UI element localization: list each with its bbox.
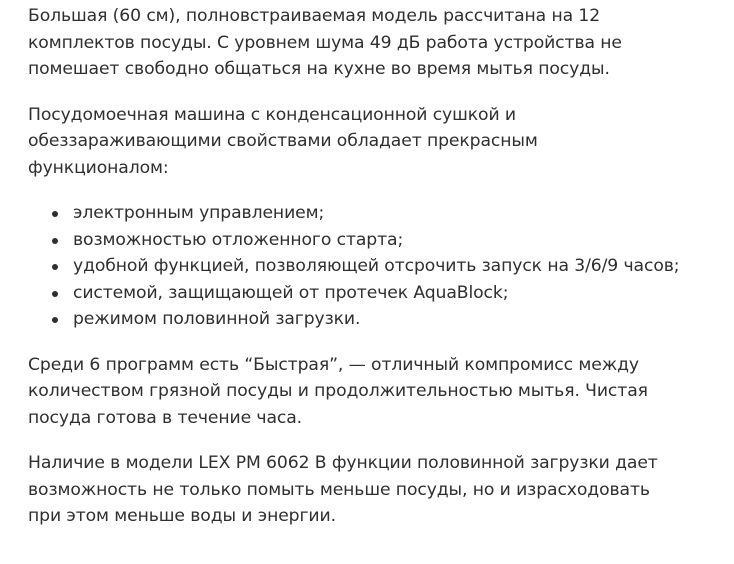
text-line: Среди 6 программ есть “Быстрая”, — отличный компромисс между	[28, 354, 639, 375]
text-line: обеззараживающими свойствами обладает прекрасным	[28, 131, 538, 151]
list-item: электронным управлением;	[28, 200, 728, 227]
text-line: Наличие в модели LEX PM 6062 B функции половинной загрузки дает	[28, 453, 658, 473]
text-line: Посудомоечная машина с конденсационной сушкой и	[28, 104, 516, 125]
text-line: комплектов посуды. С уровнем шума 49 дБ работа устройства не	[28, 32, 622, 53]
text-line: возможность не только помыть меньше посуды, но и израсходовать	[28, 479, 650, 500]
list-item: возможностью отложенного старта;	[28, 227, 728, 254]
article-body	[28, 3, 728, 530]
list-item: режимом половинной загрузки.	[28, 306, 728, 333]
list-item: системой, защищающей от протечек AquaBlock;	[28, 280, 728, 307]
text-line: посуда готова в течение часа.	[28, 407, 303, 428]
programs-paragraph	[28, 352, 728, 432]
features-list	[28, 200, 728, 333]
text-line: количеством грязной посуды и продолжительностью мытья. Чистая	[28, 381, 648, 401]
features-intro-paragraph	[28, 102, 728, 182]
intro-paragraph	[28, 3, 728, 83]
text-line: функционалом:	[28, 157, 169, 178]
text-line: Большая (60 см), полновстраиваемая модель рассчитана на 12	[28, 6, 601, 26]
text-line: при этом меньше воды и энергии.	[28, 506, 336, 526]
list-item: удобной функцией, позволяющей отсрочить запуск на 3/6/9 часов;	[28, 253, 728, 280]
text-line: помешает свободно общаться на кухне во время мытья посуды.	[28, 59, 610, 79]
half-load-paragraph	[28, 450, 728, 530]
